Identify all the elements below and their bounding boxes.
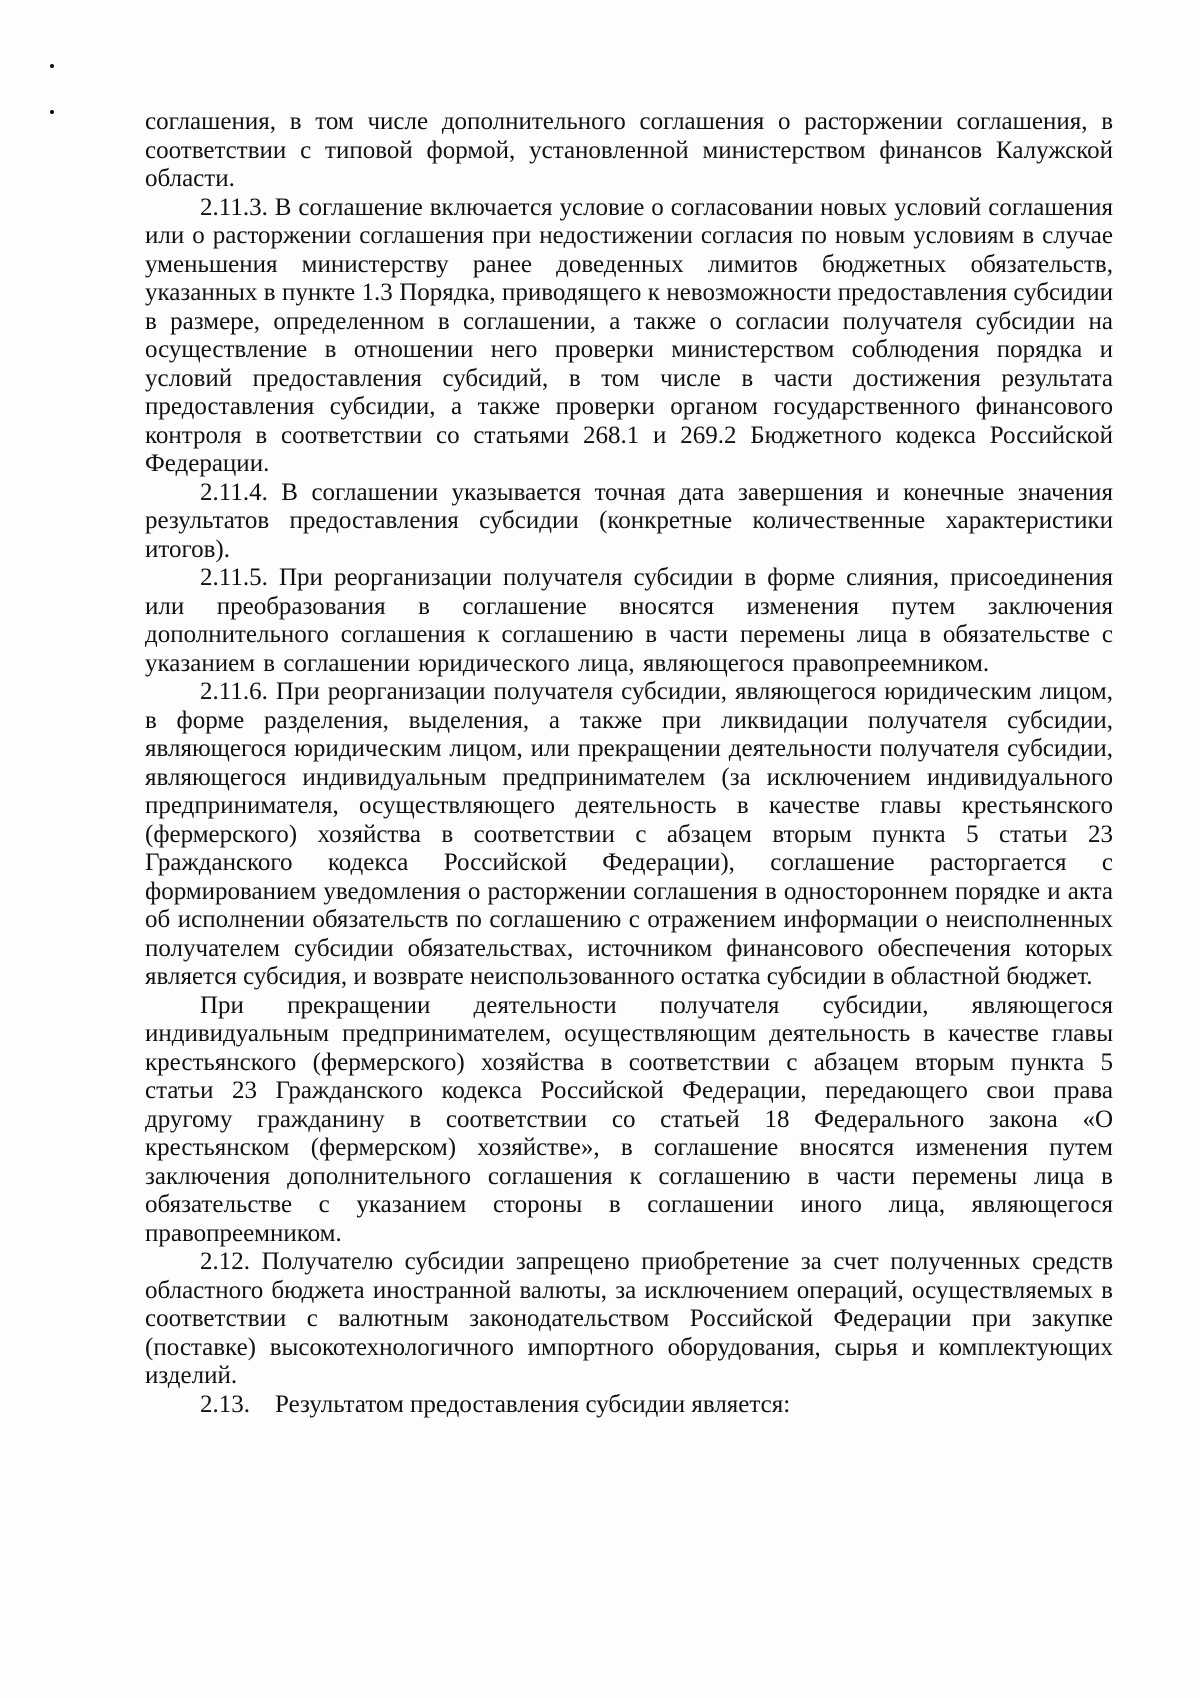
scan-artifact-dot	[50, 110, 54, 114]
paragraph-2-11-3: 2.11.3. В соглашение включается условие о согласовании новых условий соглашения или о расторжении соглашения при недостижении согласия по новым условиям в случае уменьшения министерству ранее доведенных лимитов бюджетных обязательств, указанных в пункте 1.3 Порядка, приводящего к невозможности предоставления субсидии в размере, определенном в соглашении, а также о согласии получателя субсидии на осуществление в отношении него проверки министерством соблюдения порядка и условий предоставления субсидий, в том числе в части достижения результата предоставления субсидии, а также проверки органом государственного финансового контроля в соответствии со статьями 268.1 и 269.2 Бюджетного кодекса Российской Федерации.	[145, 193, 1113, 477]
paragraph-termination: При прекращении деятельности получателя субсидии, являющегося индивидуальным предпринимателем, осуществляющим деятельность в качестве главы крестьянского (фермерского) хозяйства в соответствии с абзацем вторым пункта 5 статьи 23 Гражданского кодекса Российской Федерации, передающего свои права другому гражданину в соответствии со статьей 18 Федерального закона «О крестьянском (фермерском) хозяйстве», в соглашение вносятся изменения путем заключения дополнительного соглашения к соглашению в части перемены лица в обязательстве с указанием стороны в соглашении иного лица, являющегося правопреемником.	[145, 991, 1113, 1247]
paragraph-2-11-5: 2.11.5. При реорганизации получателя субсидии в форме слияния, присоединения или преобразования в соглашение вносятся изменения путем заключения дополнительного соглашения к соглашению в части перемены лица в обязательстве с указанием в соглашении юридического лица, являющегося правопреемником.	[145, 564, 1113, 677]
paragraph-2-13: 2.13. Результатом предоставления субсидии является:	[200, 1390, 791, 1418]
paragraph-continuation: соглашения, в том числе дополнительного соглашения о расторжении соглашения, в соответствии с типовой формой, установленной министерством финансов Калужской области.	[145, 108, 1113, 192]
paragraph-2-11-4: 2.11.4. В соглашении указывается точная дата завершения и конечные значения результатов предоставления субсидии (конкретные количественные характеристики итогов).	[145, 478, 1113, 563]
document-body	[145, 108, 1113, 1419]
paragraph-2-12: 2.12. Получателю субсидии запрещено приобретение за счет полученных средств областного бюджета иностранной валюты, за исключением операций, осуществляемых в соответствии с валютным законодательством Российской Федерации при закупке (поставке) высокотехнологичного импортного оборудования, сырья и комплектующих изделий.	[145, 1248, 1113, 1389]
scan-artifact-dot	[50, 64, 54, 68]
paragraph-2-11-6: 2.11.6. При реорганизации получателя субсидии, являющегося юридическим лицом, в форме разделения, выделения, а также при ликвидации получателя субсидии, являющегося юридическим лицом, или прекращении деятельности получателя субсидии, являющегося индивидуальным предпринимателем (за исключением индивидуального предпринимателя, осуществляющего деятельность в качестве главы крестьянского (фермерского) хозяйства в соответствии с абзацем вторым пункта 5 статьи 23 Гражданского кодекса Российской Федерации), соглашение расторгается с формированием уведомления о расторжении соглашения в одностороннем порядке и акта об исполнении обязательств по соглашению с отражением информации о неисполненных получателем субсидии обязательствах, источником финансового обеспечения которых является субсидия, и возврате неиспользованного остатка субсидии в областной бюджет.	[145, 678, 1113, 990]
